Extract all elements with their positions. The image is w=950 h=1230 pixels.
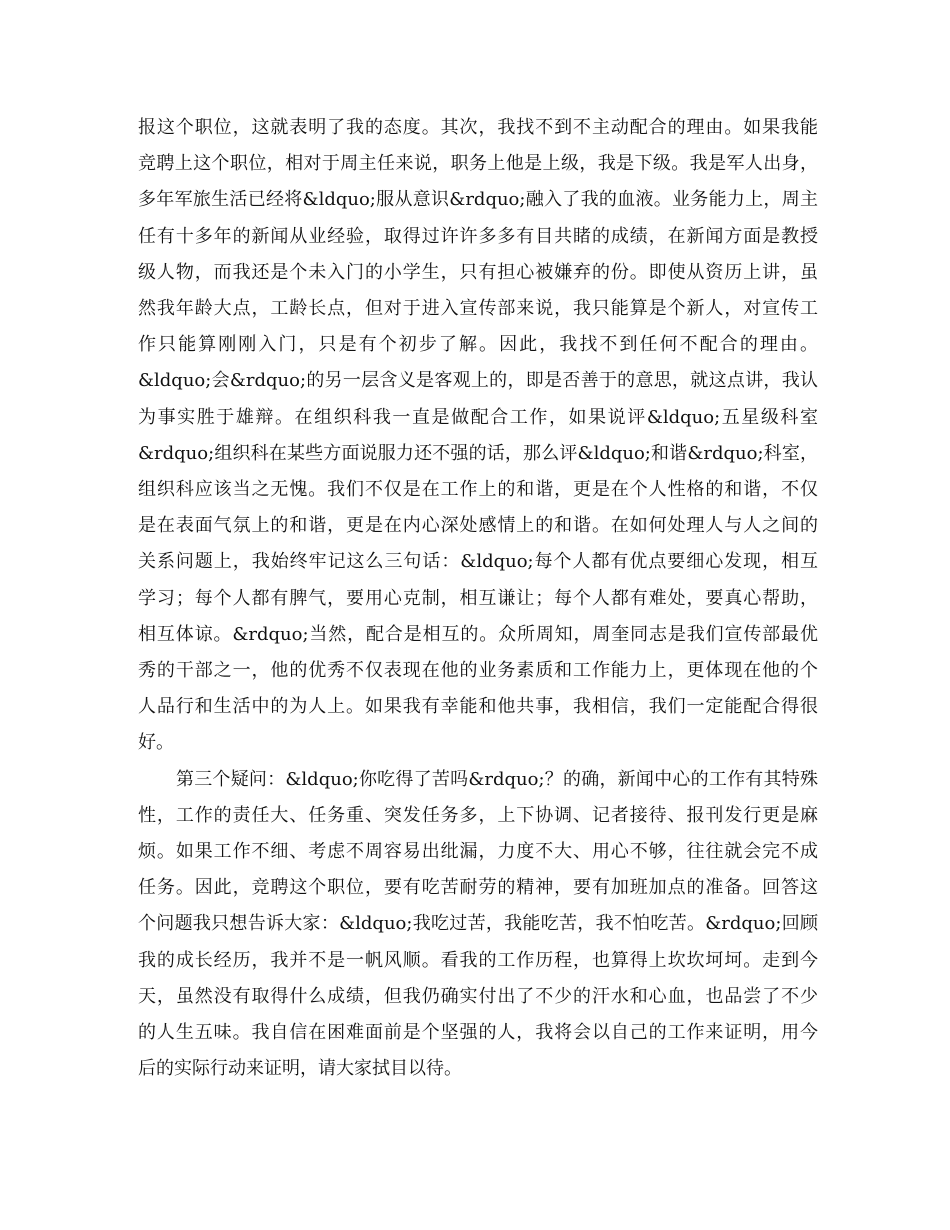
- text-line: 任务。因此，竞聘这个职位，要有吃苦耐劳的精神，要有加班加点的准备。回答这: [138, 877, 818, 899]
- body-text: [138, 110, 818, 1087]
- text-line: 竞聘上这个职位，相对于周主任来说，职务上他是上级，我是下级。我是军人出身，: [138, 153, 818, 175]
- text-line: 学习；每个人都有脾气，要用心克制，相互谦让；每个人都有难处，要真心帮助，: [138, 587, 818, 609]
- text-line: &rdquo;组织科在某些方面说服力还不强的话，那么评&ldquo;和谐&rdquo;科室，: [138, 442, 818, 464]
- text-line: 个问题我只想告诉大家：&ldquo;我吃过苦，我能吃苦，我不怕吃苦。&rdquo;回顾: [138, 913, 818, 935]
- text-line: 作只能算刚刚入门，只是有个初步了解。因此，我找不到任何不配合的理由。: [138, 334, 818, 356]
- text-line: 第三个疑问：&ldquo;你吃得了苦吗&rdquo;？的确，新闻中心的工作有其特殊: [176, 768, 818, 790]
- text-line: 天，虽然没有取得什么成绩，但我仍确实付出了不少的汗水和心血，也品尝了不少: [138, 985, 818, 1007]
- text-line: 是在表面气氛上的和谐，更是在内心深处感情上的和谐。在如何处理人与人之间的: [138, 515, 818, 537]
- text-line: 我的成长经历，我并不是一帆风顺。看我的工作历程，也算得上坎坎坷坷。走到今: [138, 949, 818, 971]
- text-line: 级人物，而我还是个未入门的小学生，只有担心被嫌弃的份。即使从资历上讲，虽: [138, 261, 818, 283]
- text-line: 然我年龄大点，工龄长点，但对于进入宣传部来说，我只能算是个新人，对宣传工: [138, 298, 818, 320]
- text-line: 组织科应该当之无愧。我们不仅是在工作上的和谐，更是在个人性格的和谐，不仅: [138, 479, 818, 501]
- text-line: 为事实胜于雄辩。在组织科我一直是做配合工作，如果说评&ldquo;五星级科室: [138, 406, 818, 428]
- text-line: 报这个职位，这就表明了我的态度。其次，我找不到不主动配合的理由。如果我能: [138, 117, 818, 138]
- text-line: 关系问题上，我始终牢记这么三句话：&ldquo;每个人都有优点要细心发现，相互: [138, 551, 818, 573]
- text-line: 好。: [138, 732, 174, 754]
- text-line: &ldquo;会&rdquo;的另一层含义是客观上的，即是否善于的意思，就这点讲，我认: [138, 370, 818, 392]
- text-line: 性，工作的责任大、任务重、突发任务多，上下协调、记者接待、报刊发行更是麻: [138, 804, 818, 826]
- text-line: 的人生五味。我自信在困难面前是个坚强的人，我将会以自己的工作来证明，用今: [138, 1022, 818, 1044]
- text-line: 多年军旅生活已经将&ldquo;服从意识&rdquo;融入了我的血液。业务能力上，周主: [138, 189, 818, 211]
- text-line: 人品行和生活中的为人上。如果我有幸能和他共事，我相信，我们一定能配合得很: [138, 696, 818, 718]
- text-line: 烦。如果工作不细、考虑不周容易出纰漏，力度不大、用心不够，往往就会完不成: [138, 841, 818, 863]
- text-line: 任有十多年的新闻从业经验，取得过许许多多有目共睹的成绩，在新闻方面是教授: [138, 225, 818, 247]
- text-line: 秀的干部之一，他的优秀不仅表现在他的业务素质和工作能力上，更体现在他的个: [138, 660, 818, 682]
- text-line: 后的实际行动来证明，请大家拭目以待。: [138, 1058, 462, 1080]
- text-line: 相互体谅。&rdquo;当然，配合是相互的。众所周知，周奎同志是我们宣传部最优: [138, 623, 818, 645]
